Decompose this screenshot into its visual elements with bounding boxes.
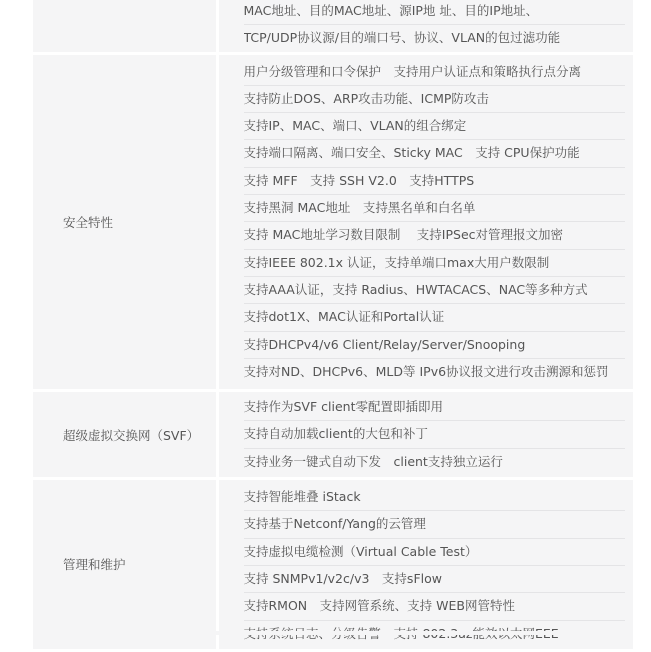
spec-label: 管理和维护	[33, 479, 217, 651]
spec-item: 支持dot1X、MAC认证和Portal认证	[244, 304, 626, 331]
spec-item: 支持作为SVF client零配置即插即用	[244, 394, 626, 421]
spec-item: 支持对ND、DHCPv6、MLD等 IPv6协议报文进行攻击溯源和惩罚	[243, 363, 609, 379]
spec-item: 支持DHCPv4/v6 Client/Relay/Server/Snooping	[244, 332, 626, 359]
spec-item: 支持黑洞 MAC地址 支持黑名单和白名单	[244, 195, 626, 222]
spec-items	[217, 0, 633, 53]
spec-row-management	[33, 479, 633, 651]
spec-item: 支持RMON 支持网管系统、支持 WEB网管特性	[244, 593, 626, 620]
spec-item: 支持端口隔离、端口安全、Sticky MAC 支持 CPU保护功能	[244, 140, 626, 167]
spec-item: 支持虚拟电缆检测（Virtual Cable Test）	[244, 539, 626, 566]
spec-item: TCP/UDP协议源/目的端口号、协议、VLAN的包过滤功能	[243, 30, 561, 46]
spec-label: 超级虚拟交换网（SVF）	[33, 391, 217, 479]
spec-item: 支持 SNMPv1/v2c/v3 支持sFlow	[244, 566, 626, 593]
spec-item: 支持 MAC地址学习数目限制 支持IPSec对管理报文加密	[244, 222, 626, 249]
table-bottom-edge	[33, 631, 633, 635]
spec-item: MAC地址、目的MAC地址、源IP地 址、目的IP地址、	[244, 0, 626, 25]
spec-item: 支持业务一键式自动下发 client支持独立运行	[243, 453, 503, 469]
spec-items	[217, 479, 633, 651]
spec-item: 支持IEEE 802.1x 认证，支持单端口max大用户数限制	[244, 250, 626, 277]
spec-item: 用户分级管理和口令保护 支持用户认证点和策略执行点分离	[244, 59, 626, 86]
spec-item: 支持自动加载client的大包和补丁	[244, 421, 626, 448]
spec-item: 支持智能堆叠 iStack	[244, 484, 626, 511]
spec-item: 支持基于Netconf/Yang的云管理	[244, 511, 626, 538]
spec-items	[217, 391, 633, 479]
spec-item: 支持IP、MAC、端口、VLAN的组合绑定	[244, 113, 626, 140]
spec-item: 支持AAA认证，支持 Radius、HWTACACS、NAC等多种方式	[244, 277, 626, 304]
spec-label: 安全特性	[33, 53, 217, 391]
spec-items	[217, 53, 633, 391]
spec-row-security	[33, 53, 633, 391]
spec-table	[33, 0, 633, 652]
spec-item: 支持 MFF 支持 SSH V2.0 支持HTTPS	[244, 168, 626, 195]
spec-item: 支持防止DOS、ARP攻击功能、ICMP防攻击	[244, 86, 626, 113]
spec-row-svf	[33, 391, 633, 479]
spec-label	[33, 0, 217, 53]
spec-row-continued	[33, 0, 633, 53]
